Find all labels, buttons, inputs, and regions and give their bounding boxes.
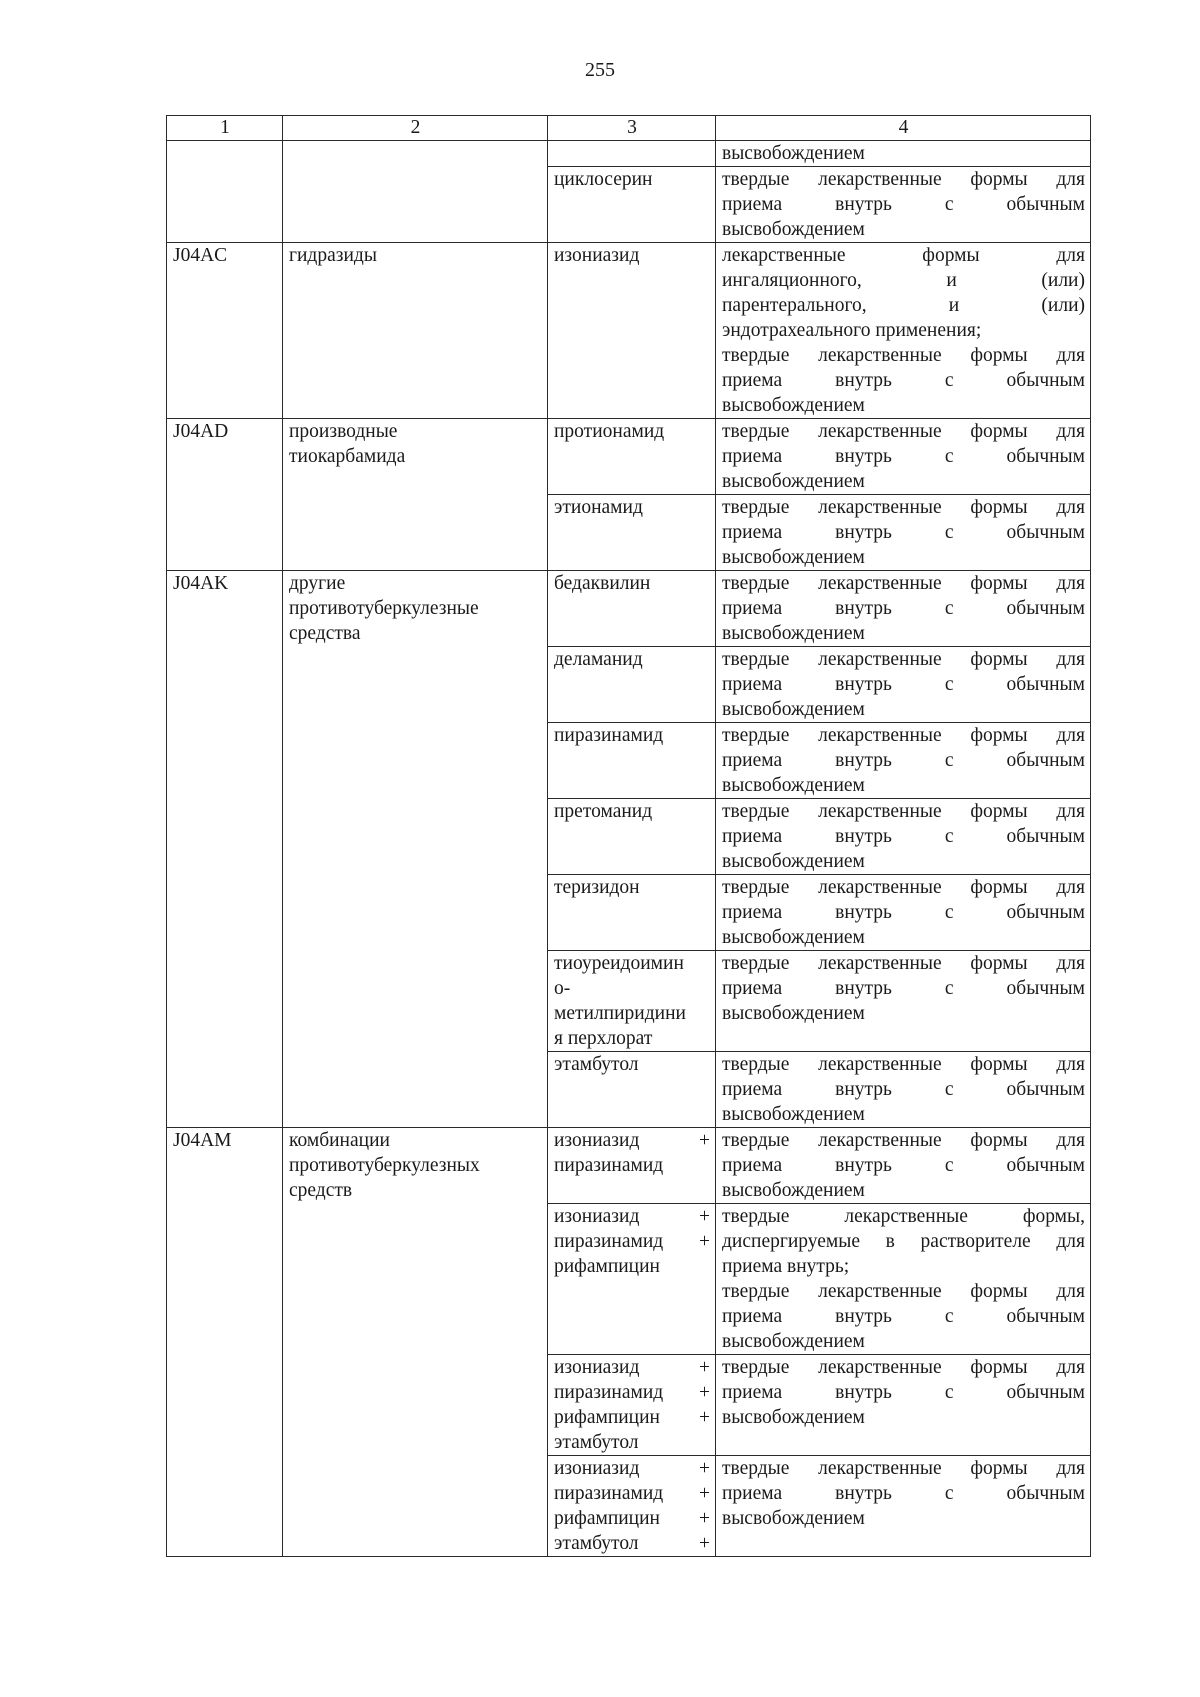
drug-cell: изониазид + пиразинамид + рифампицин + этамбутол +	[548, 1456, 716, 1557]
drug-cell: претоманид	[548, 799, 716, 875]
drug-cell: деламанид	[548, 647, 716, 723]
column-header: 3	[548, 116, 716, 141]
medicines-table	[166, 115, 1091, 1557]
group-cell: производные тиокарбамида	[283, 419, 548, 571]
table-header-row	[167, 116, 1091, 141]
atc-code-cell: J04AC	[167, 243, 283, 419]
table-row	[167, 141, 1091, 167]
atc-code-cell: J04AM	[167, 1128, 283, 1557]
dosage-form-cell: твердые лекарственные формы для приема внутрь с обычным высвобождением	[716, 799, 1091, 875]
dosage-form-cell: твердые лекарственные формы для приема внутрь с обычным высвобождением	[716, 1052, 1091, 1128]
dosage-form-cell: твердые лекарственные формы для приема внутрь с обычным высвобождением	[716, 647, 1091, 723]
atc-code-cell: J04AK	[167, 571, 283, 1128]
dosage-form-cell: твердые лекарственные формы для приема внутрь с обычным высвобождением	[716, 419, 1091, 495]
drug-cell: тиоуреидоимин о- метилпиридини я перхлорат	[548, 951, 716, 1052]
atc-code-cell: J04AD	[167, 419, 283, 571]
group-cell: комбинации противотуберкулезных средств	[283, 1128, 548, 1557]
dosage-form-cell: твердые лекарственные формы для приема внутрь с обычным высвобождением	[716, 1128, 1091, 1204]
dosage-form-cell: твердые лекарственные формы для приема внутрь с обычным высвобождением	[716, 875, 1091, 951]
drug-cell: протионамид	[548, 419, 716, 495]
table-row	[167, 243, 1091, 419]
dosage-form-cell: твердые лекарственные формы для приема внутрь с обычным высвобождением	[716, 167, 1091, 243]
atc-code-cell	[167, 141, 283, 243]
drug-cell: изониазид + пиразинамид	[548, 1128, 716, 1204]
drug-cell	[548, 141, 716, 167]
dosage-form-cell: твердые лекарственные формы, диспергируемые в растворителе для приема внутрь; твердые лекарственные формы для приема внутрь с обычным высвобождением	[716, 1204, 1091, 1355]
dosage-form-cell: твердые лекарственные формы для приема внутрь с обычным высвобождением	[716, 723, 1091, 799]
dosage-form-cell: твердые лекарственные формы для приема внутрь с обычным высвобождением	[716, 495, 1091, 571]
drug-cell: изониазид + пиразинамид + рифампицин + этамбутол	[548, 1355, 716, 1456]
dosage-form-cell: твердые лекарственные формы для приема внутрь с обычным высвобождением	[716, 571, 1091, 647]
dosage-form-cell: твердые лекарственные формы для приема внутрь с обычным высвобождением	[716, 1355, 1091, 1456]
column-header: 2	[283, 116, 548, 141]
group-cell: гидразиды	[283, 243, 548, 419]
drug-cell: изониазид	[548, 243, 716, 419]
dosage-form-cell: твердые лекарственные формы для приема внутрь с обычным высвобождением	[716, 1456, 1091, 1557]
dosage-form-cell	[716, 141, 1091, 167]
group-cell	[283, 141, 548, 243]
column-header: 4	[716, 116, 1091, 141]
page-number: 255	[585, 59, 615, 81]
drug-cell: циклосерин	[548, 167, 716, 243]
drug-cell: теризидон	[548, 875, 716, 951]
drug-cell: этамбутол	[548, 1052, 716, 1128]
dosage-form-line: высвобождением	[722, 143, 865, 164]
drug-cell: бедаквилин	[548, 571, 716, 647]
drug-cell: пиразинамид	[548, 723, 716, 799]
dosage-form-cell: лекарственные формы для ингаляционного, и (или) парентерального, и (или) эндотрахеального применения; твердые лекарственные формы для приема внутрь с обычным высвобождением	[716, 243, 1091, 419]
table-row	[167, 419, 1091, 495]
column-header: 1	[167, 116, 283, 141]
table-row	[167, 571, 1091, 647]
dosage-form-cell: твердые лекарственные формы для приема внутрь с обычным высвобождением	[716, 951, 1091, 1052]
drug-cell: изониазид + пиразинамид + рифампицин	[548, 1204, 716, 1355]
group-cell: другие противотуберкулезные средства	[283, 571, 548, 1128]
drug-cell: этионамид	[548, 495, 716, 571]
table-row	[167, 1128, 1091, 1204]
